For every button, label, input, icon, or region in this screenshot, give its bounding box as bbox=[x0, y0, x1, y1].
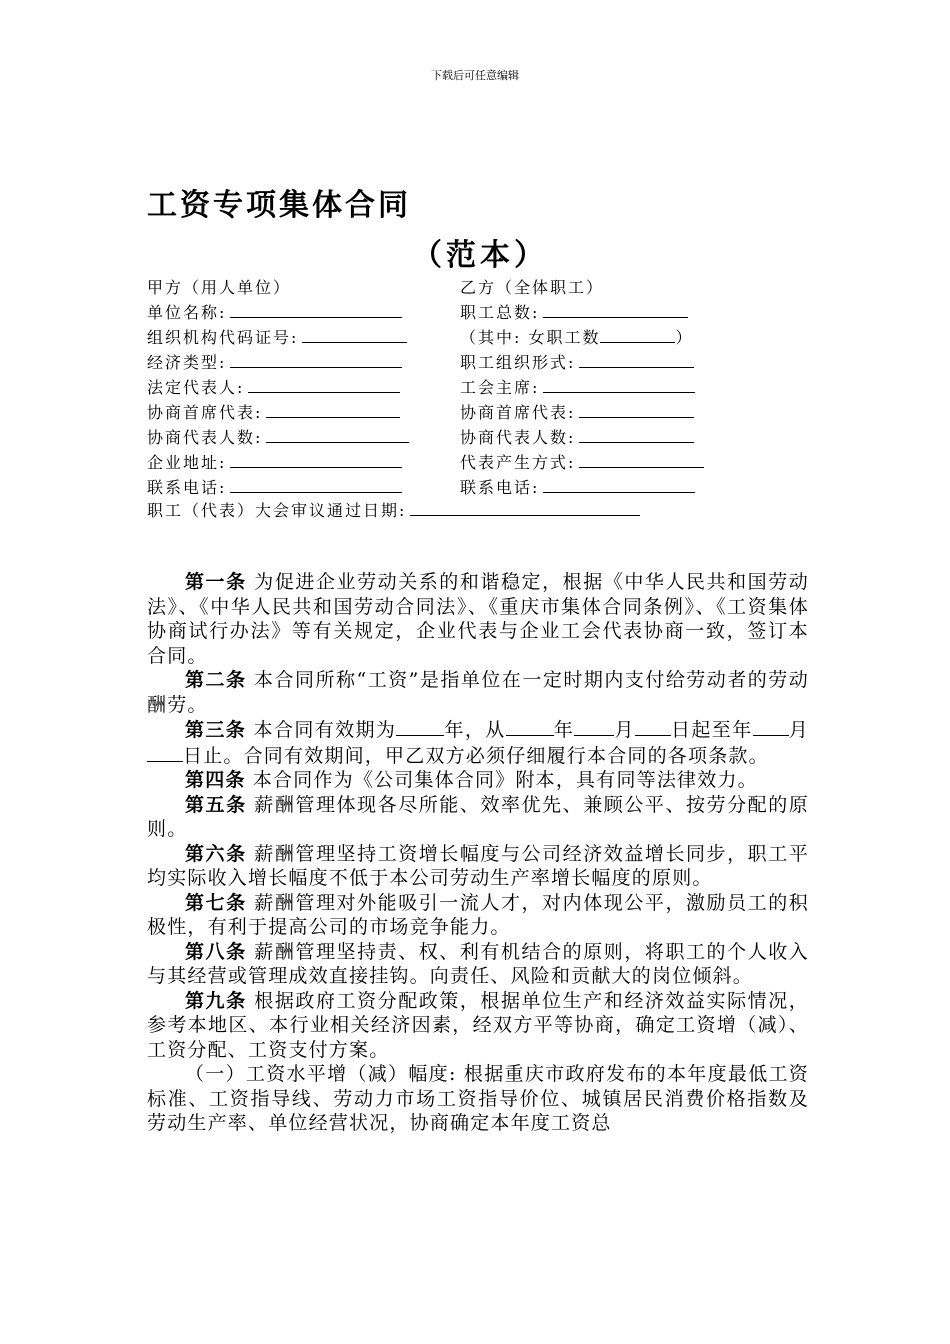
article-8: 第八条 薪酬管理坚持责、权、利有机结合的原则，将职工的个人收入与其经营或管理成效直接挂钩。向责任、风险和贡献大的岗位倾斜。 bbox=[147, 940, 809, 987]
party-a-heading: 甲方（用人单位） bbox=[147, 278, 292, 297]
article-9: 第九条 根据政府工资分配政策，根据单位生产和经济效益实际情况，参考本地区、本行业相关经济因素，经双方平等协商，确定工资增（减）、工资分配、工资支付方案。 bbox=[147, 989, 809, 1061]
document-subtitle: （范本） bbox=[412, 238, 548, 273]
article-7: 第七条 薪酬管理对外能吸引一流人才，对内体现公平，激励员工的积极性，有利于提高公司的市场竞争能力。 bbox=[147, 891, 809, 938]
party-info-grid bbox=[147, 275, 827, 500]
article-6: 第六条 薪酬管理坚持工资增长幅度与公司经济效益增长同步，职工平均实际收入增长幅度不低于本公司劳动生产率增长幅度的原则。 bbox=[147, 842, 809, 889]
clause-1: （一）工资水平增（减）幅度: 根据重庆市政府发布的本年度最低工资标准、工资指导线、劳动力市场工资指导价位、城镇居民消费价格指数及劳动生产率、单位经营状况，协商确定本年度工资总 bbox=[147, 1063, 809, 1134]
article-2: 第二条 本合同所称“工资”是指单位在一定时期内支付给劳动者的劳动酬劳。 bbox=[147, 669, 809, 716]
address-field: 企业地址: bbox=[147, 450, 402, 475]
legal-rep-field: 法定代表人: bbox=[147, 375, 400, 400]
header-note: 下载后可任意编辑 bbox=[431, 69, 519, 82]
union-chair-field: 工会主席: bbox=[460, 375, 695, 400]
article-4: 第四条 本合同作为《公司集体合同》附本，具有同等法律效力。 bbox=[185, 769, 758, 791]
party-b-heading: 乙方（全体职工） bbox=[460, 278, 605, 297]
party-a-chief-rep-field: 协商首席代表: bbox=[147, 400, 400, 425]
document-title: 工资专项集体合同 bbox=[147, 188, 411, 223]
total-staff-field: 职工总数: bbox=[460, 300, 688, 325]
org-code-field: 组织机构代码证号: bbox=[147, 325, 407, 350]
article-1: 第一条 为促进企业劳动关系的和谐稳定，根据《中华人民共和国劳动法》、《中华人民共和国劳动合同法》、《重庆市集体合同条例》、《工资集体协商试行办法》等有关规定，企业代表与企业工会代表协商一致，签订本合同。 bbox=[147, 571, 809, 667]
article-5: 第五条 薪酬管理体现各尽所能、效率优先、兼顾公平、按劳分配的原则。 bbox=[147, 793, 809, 840]
party-b-phone-field: 联系电话: bbox=[460, 475, 695, 500]
party-a-rep-count-field: 协商代表人数: bbox=[147, 425, 409, 450]
rep-method-field: 代表产生方式: bbox=[460, 450, 704, 475]
econ-type-field: 经济类型: bbox=[147, 350, 402, 375]
party-a-phone-field: 联系电话: bbox=[147, 475, 402, 500]
article-3: 第三条 本合同有效期为 年，从 年 月 日起至年 月日止。合同有效期间，甲乙双方必须仔细履行本合同的各项条款。 bbox=[147, 717, 809, 768]
review-date-field: 职工（代表）大会审议通过日期: bbox=[147, 498, 640, 521]
party-b-rep-count-field: 协商代表人数: bbox=[460, 425, 694, 450]
unit-name-field: 单位名称: bbox=[147, 300, 402, 325]
contract-body bbox=[147, 570, 809, 1136]
org-form-field: 职工组织形式: bbox=[460, 350, 694, 375]
female-staff-field: （其中: 女职工数 ） bbox=[460, 328, 694, 347]
party-b-chief-rep-field: 协商首席代表: bbox=[460, 400, 694, 425]
